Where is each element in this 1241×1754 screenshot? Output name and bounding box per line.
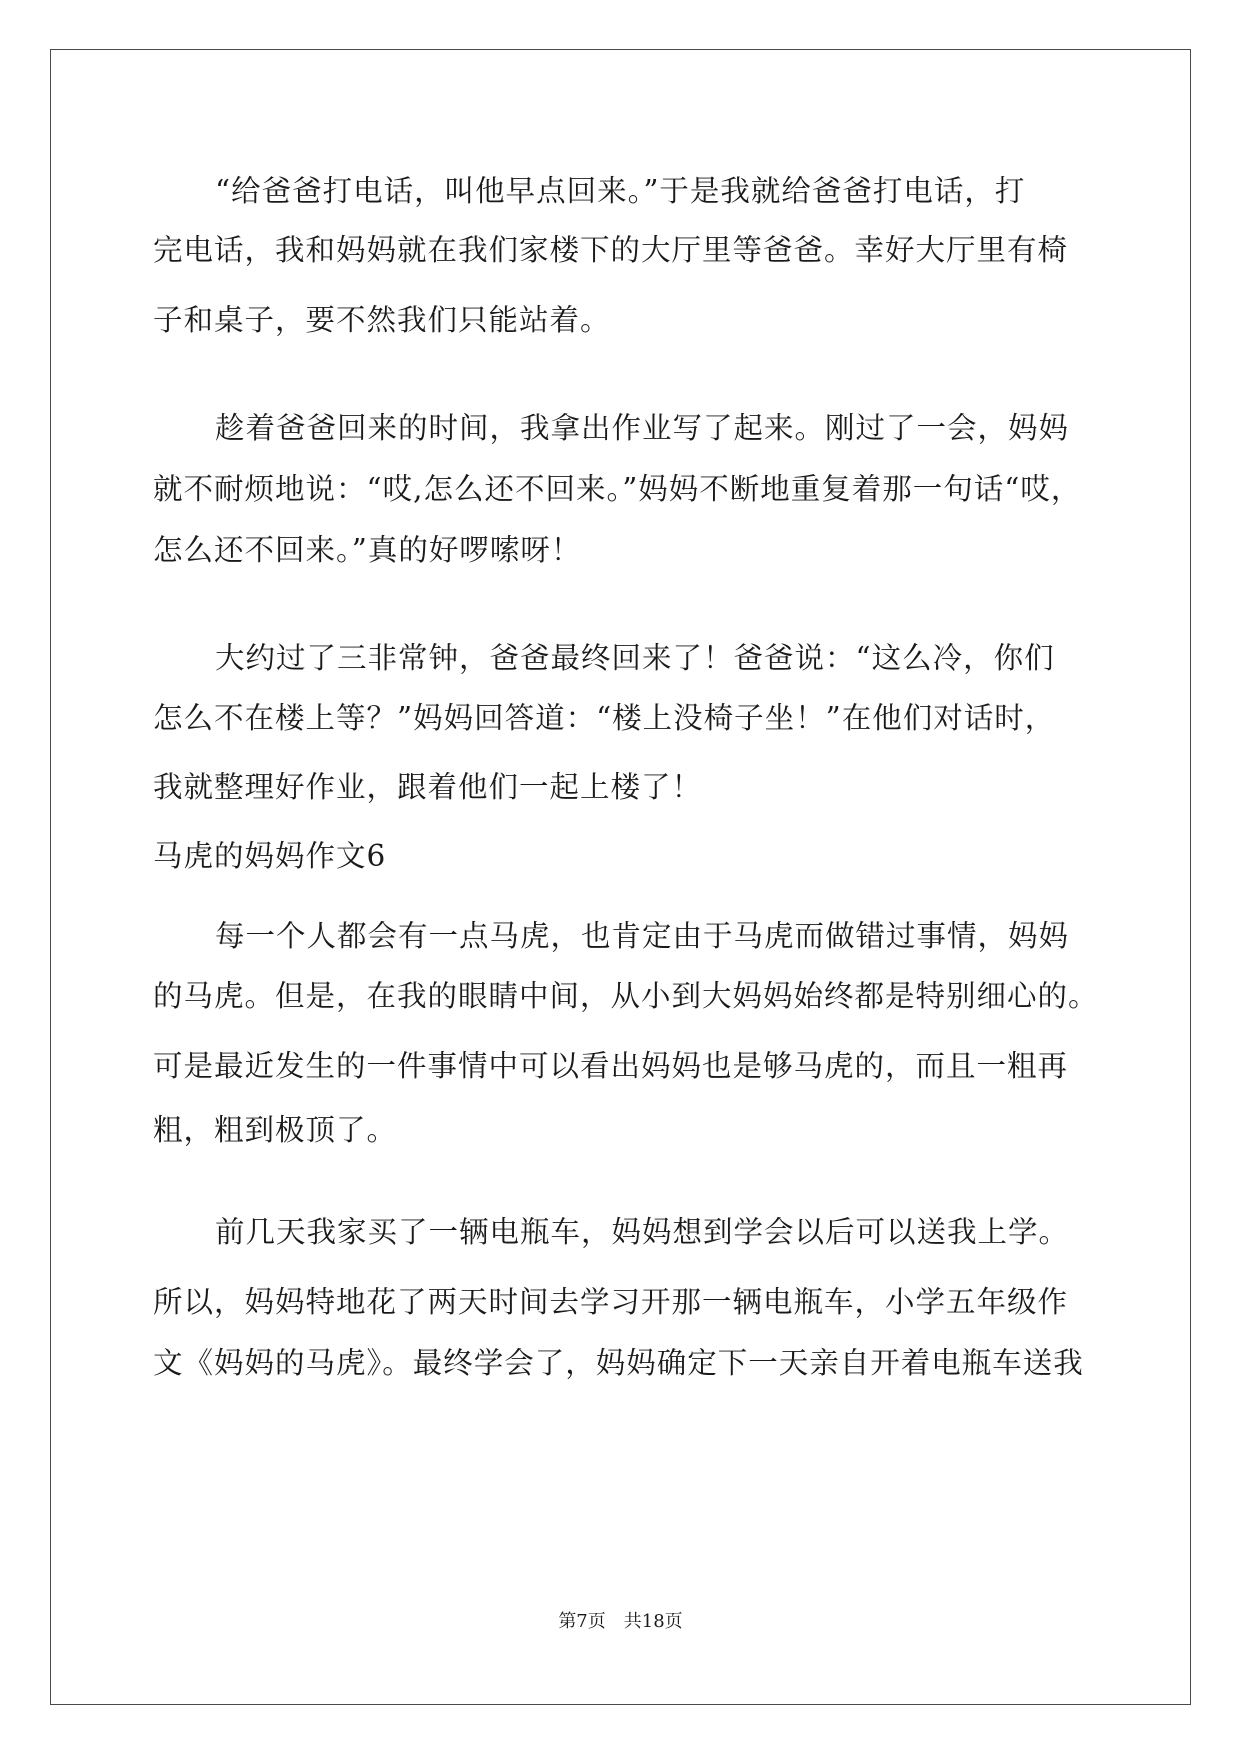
p1-line-2: 完电话，我和妈妈就在我们家楼下的大厅里等爸爸。幸好大厅里有椅 — [153, 233, 1069, 267]
p3-line-3: 我就整理好作业，跟着他们一起上楼了！ — [153, 770, 703, 804]
p2-line-2: 就不耐烦地说：“哎,怎么还不回来。”妈妈不断地重复着那一句话“哎， — [153, 472, 1082, 506]
p4-line-2: 的马虎。但是，在我的眼睛中间，从小到大妈妈始终都是特别细心的。 — [153, 979, 1099, 1013]
p1-line-1: “给爸爸打电话，叫他早点回来。”于是我就给爸爸打电话，打 — [215, 174, 1026, 208]
p4-line-3: 可是最近发生的一件事情中可以看出妈妈也是够马虎的，而且一粗再 — [153, 1049, 1069, 1083]
p3-line-2: 怎么不在楼上等？”妈妈回答道：“楼上没椅子坐！”在他们对话时， — [153, 701, 1056, 735]
p1-line-3: 子和桌子，要不然我们只能站着。 — [153, 303, 611, 337]
p2-line-3: 怎么还不回来。”真的好啰嗦呀！ — [153, 533, 582, 567]
page-border — [50, 49, 1191, 1705]
page-number: 第7页 — [558, 1611, 606, 1632]
p3-line-1: 大约过了三非常钟，爸爸最终回来了！爸爸说：“这么冷，你们 — [215, 641, 1055, 675]
p4-line-1: 每一个人都会有一点马虎，也肯定由于马虎而做错过事情，妈妈 — [215, 919, 1070, 953]
p5-line-3: 文《妈妈的马虎》。最终学会了，妈妈确定下一天亲自开着电瓶车送我 — [153, 1346, 1084, 1380]
p5-line-2: 所以，妈妈特地花了两天时间去学习开那一辆电瓶车，小学五年级作 — [153, 1285, 1069, 1319]
p2-line-1: 趁着爸爸回来的时间，我拿出作业写了起来。刚过了一会，妈妈 — [215, 411, 1070, 445]
page-total: 共18页 — [623, 1611, 683, 1632]
page-footer — [0, 1610, 1241, 1634]
p5-line-1: 前几天我家买了一辆电瓶车，妈妈想到学会以后可以送我上学。 — [215, 1215, 1070, 1249]
p4-line-4: 粗，粗到极顶了。 — [153, 1113, 398, 1147]
section-heading: 马虎的妈妈作文6 — [153, 839, 387, 873]
